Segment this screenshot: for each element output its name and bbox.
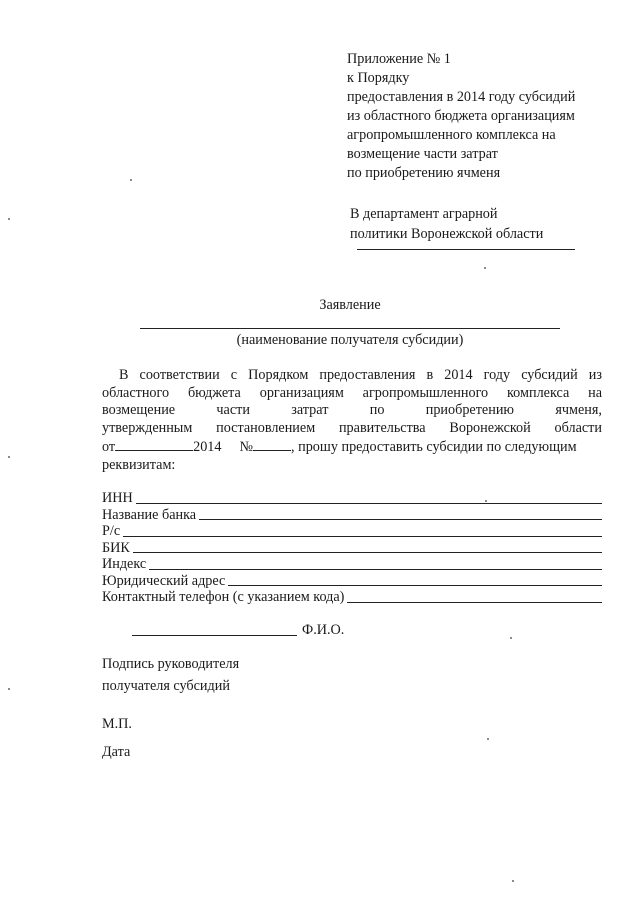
body-word: с	[230, 367, 238, 383]
body-word: году	[483, 367, 511, 383]
fio-block	[132, 622, 344, 639]
body-word: утвержденным	[102, 419, 193, 436]
body-word: в	[426, 367, 434, 383]
scan-speck	[485, 500, 487, 502]
field-legal-address	[102, 573, 602, 590]
scan-speck	[8, 218, 10, 220]
body-word: возмещение	[102, 402, 176, 419]
appendix-line: к Порядку	[347, 70, 410, 86]
fio-input-line[interactable]	[132, 635, 297, 636]
appendix-line: агропромышленного комплекса на	[347, 127, 556, 143]
scan-speck	[510, 637, 512, 639]
account-input-line[interactable]	[123, 536, 602, 537]
from-label: от	[102, 439, 116, 456]
body-word: затрат	[291, 402, 329, 419]
number-sign: №	[239, 439, 254, 456]
body-word: приобретению	[425, 402, 515, 419]
appendix-header	[347, 50, 622, 183]
signature-line: получателя субсидий	[102, 678, 230, 694]
signature-block	[102, 653, 239, 697]
body-word: В	[119, 367, 129, 383]
body-text-rest: , прошу предоставить субсидии по следующим	[291, 439, 577, 456]
field-inn	[102, 490, 602, 507]
legal-address-input-line[interactable]	[228, 585, 602, 586]
field-label: ИНН	[102, 490, 133, 506]
body-row	[102, 402, 602, 420]
body-word: бюджета	[187, 384, 241, 401]
body-word: организациям	[259, 384, 344, 401]
body-row	[102, 385, 602, 403]
body-word: правительства	[338, 419, 426, 436]
addressee-block	[350, 205, 610, 244]
appendix-line: предоставления в 2014 году субсидий	[347, 89, 576, 105]
body-row	[102, 367, 602, 385]
appendix-line: из областного бюджета организациям	[347, 108, 575, 124]
body-word: постановлением	[216, 419, 316, 436]
document-title: Заявление	[319, 297, 381, 313]
scan-speck	[130, 179, 132, 181]
inn-input-line[interactable]	[136, 503, 602, 504]
index-input-line[interactable]	[149, 569, 602, 570]
requisites-fields	[102, 490, 602, 606]
body-row-requisites: реквизитам:	[102, 456, 176, 473]
body-word: ячменя,	[555, 402, 602, 419]
body-word: из	[588, 367, 602, 383]
date-label: Дата	[102, 744, 131, 760]
body-row	[102, 420, 602, 438]
field-bik	[102, 540, 602, 557]
body-word: агропромышленного	[362, 384, 489, 401]
appendix-line: возмещение части затрат	[347, 146, 498, 162]
phone-input-line[interactable]	[347, 602, 602, 603]
field-index	[102, 556, 602, 573]
signature-line: Подпись руководителя	[102, 656, 240, 672]
addressee-line: политики Воронежской области	[350, 225, 544, 242]
appendix-line: по приобретению ячменя	[347, 165, 501, 181]
scan-speck	[512, 880, 514, 882]
bik-input-line[interactable]	[133, 552, 602, 553]
scan-speck	[487, 738, 489, 740]
body-word: предоставления	[319, 367, 416, 383]
scan-speck	[8, 456, 10, 458]
body-word: по	[369, 402, 385, 419]
addressee-blank	[357, 249, 575, 250]
body-word: Порядком	[248, 367, 309, 383]
body-word: соответствии	[139, 367, 220, 383]
recipient-caption: (наименование получателя субсидии)	[236, 332, 464, 348]
body-word: области	[554, 419, 602, 436]
field-label: Контактный телефон (с указанием кода)	[102, 589, 345, 605]
bank-name-input-line[interactable]	[199, 519, 602, 520]
field-label: Юридический адрес	[102, 572, 226, 589]
field-phone	[102, 589, 602, 606]
field-account	[102, 523, 602, 540]
body-word: Воронежской	[449, 419, 531, 436]
body-row-date	[102, 437, 602, 457]
addressee-line: В департамент аграрной	[350, 206, 498, 222]
body-word: областного	[102, 384, 170, 401]
appendix-line: Приложение № 1	[347, 51, 451, 67]
seal-label: М.П.	[102, 716, 132, 732]
field-bank-name	[102, 507, 602, 524]
scan-speck	[484, 267, 486, 269]
field-label: Название банка	[102, 506, 197, 523]
body-word: комплекса	[507, 384, 570, 401]
body-word: субсидий	[521, 367, 578, 383]
decree-number-blank	[253, 437, 291, 451]
field-label: Индекс	[102, 556, 147, 572]
body-word: на	[588, 384, 602, 401]
recipient-name-blank	[140, 328, 560, 329]
body-word: части	[216, 402, 250, 419]
scan-speck	[8, 688, 10, 690]
field-label: Р/с	[102, 523, 121, 539]
field-label: БИК	[102, 539, 130, 556]
body-word: 2014	[444, 367, 473, 383]
decree-date-blank	[115, 437, 193, 451]
decree-year: 2014	[193, 439, 222, 456]
fio-label: Ф.И.О.	[302, 622, 345, 638]
application-body	[102, 367, 602, 475]
